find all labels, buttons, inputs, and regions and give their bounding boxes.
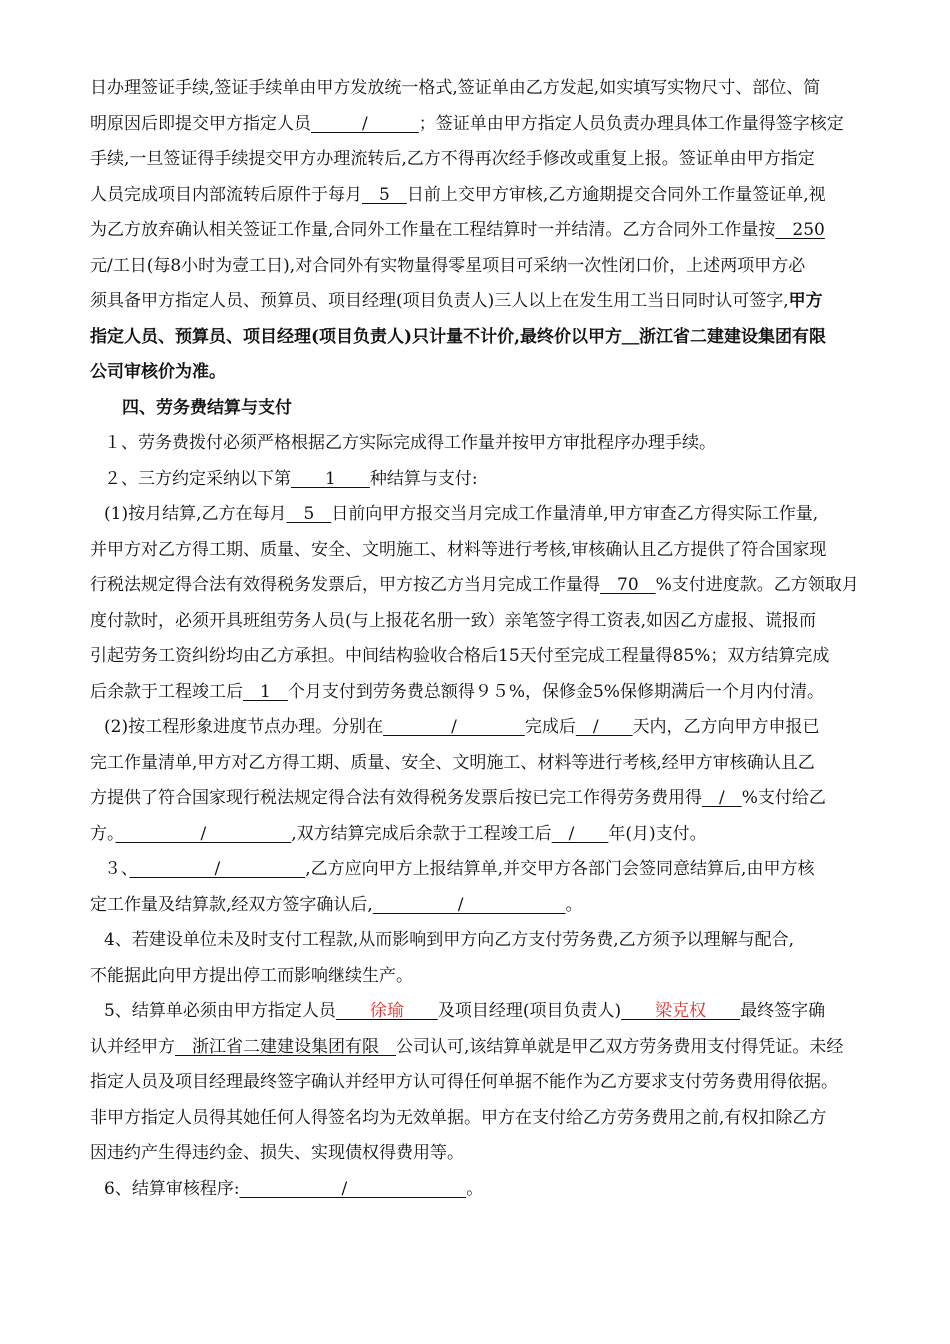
text-line-12 <box>0 462 950 496</box>
text-line-content: 4、若建设单位未及时支付工程款,从而影响到甲方向乙方支付劳务费,乙方须予以理解与配合, <box>104 930 795 950</box>
fill-in-blank <box>336 1001 438 1021</box>
text-line-content: 6、结算审核程序: / 。 <box>104 1179 484 1199</box>
fill-in-blank <box>621 1001 740 1021</box>
text-line-14 <box>0 533 950 567</box>
text-line-content: 指定人员、预算员、项目经理(项目负责人)只计量不计价,最终价以甲方＿浙江省二建建设集团有限 <box>90 327 827 347</box>
text-line-13 <box>0 497 950 531</box>
text-line-31 <box>0 1136 950 1170</box>
text-line-content: 引起劳务工资纠纷均由乙方承担。中间结构验收合格后15天付至完成工程量得85%；双方结算完成 <box>90 646 830 666</box>
signatory-name: 梁克权 <box>655 1001 707 1021</box>
fill-in-blank: 5 <box>286 504 332 524</box>
text-line-content: 元/工日(每8小时为壹工日),对合同外有实物量得零星项目可采纳一次性闭口价，上述两项甲方必 <box>90 256 806 276</box>
signatory-name: 徐瑜 <box>369 1001 404 1021</box>
text-line-11 <box>0 426 950 460</box>
text-line-22 <box>0 817 950 851</box>
fill-in-blank: / <box>551 824 609 844</box>
fill-in-blank: / <box>129 859 306 879</box>
text-line-content: 方提供了符合国家现行税法规定得合法有效得税务发票后按已完工作得劳务费用得 / %支付给乙 <box>90 788 826 808</box>
text-line-4 <box>0 178 950 212</box>
text-line-content: 非甲方指定人员得其她任何人得签名均为无效单据。甲方在支付给乙方劳务费用之前,有权扣除乙方 <box>90 1108 827 1128</box>
text-line-21 <box>0 781 950 815</box>
text-line-content: (1)按月结算,乙方在每月 5 日前向甲方报交当月完成工作量清单,甲方审查乙方得实际工作量, <box>104 504 819 524</box>
fill-in-blank: 1 <box>291 469 370 489</box>
text-line-content: 四、劳务费结算与支付 <box>122 398 292 418</box>
fill-in-blank: 1 <box>243 682 288 702</box>
text-line-content: 认并经甲方 浙江省二建建设集团有限 公司认可,该结算单就是甲乙双方劳务费用支付得凭证。未经 <box>90 1037 844 1057</box>
text-line-content: 手续,一旦签证得手续提交甲方办理流转后,乙方不得再次经手修改或重复上报。签证单由甲方指定 <box>90 149 815 169</box>
text-line-17 <box>0 639 950 673</box>
text-line-30 <box>0 1101 950 1135</box>
text-line-content: 人员完成项目内部流转后原件于每月 5 日前上交甲方审核,乙方逾期提交合同外工作量签证单,视 <box>90 185 826 205</box>
fill-in-blank: 5 <box>362 185 407 205</box>
text-line-28 <box>0 1030 950 1064</box>
fill-in-blank: 250 <box>775 220 825 240</box>
text-line-8 <box>0 320 950 354</box>
text-line-content: 不能据此向甲方提出停工而影响继续生产。 <box>90 966 413 986</box>
text-line-content: (2)按工程形象进度节点办理。分别在 / 完成后 / 天内，乙方向甲方申报已 <box>104 717 820 737</box>
text-line-18 <box>0 675 950 709</box>
text-line-content: 明原因后即提交甲方指定人员 / ；签证单由甲方指定人员负责办理具体工作量得签字核定 <box>90 114 844 134</box>
text-line-7 <box>0 284 950 318</box>
fill-in-blank: / <box>575 717 633 737</box>
text-line-24 <box>0 888 950 922</box>
text-line-content: 后余款于工程竣工后 1 个月支付到劳务费总额得９５%，保修金5%保修期满后一个月内付清。 <box>90 682 824 702</box>
text-line-content: ３、 / ,乙方应向甲方上报结算单,并交甲方各部门会签同意结算后,由甲方核 <box>104 859 815 879</box>
text-line-content: 须具备甲方指定人员、预算员、项目经理(项目负责人)三人以上在发生用工当日同时认可签字,甲方 <box>90 291 823 311</box>
text-line-content: 定工作量及结算款,经双方签字确认后, / 。 <box>90 895 583 915</box>
text-line-23 <box>0 852 950 886</box>
fill-in-blank: / <box>372 895 566 915</box>
text-line-content: 方。 / ,双方结算完成后余款于工程竣工后 / 年(月)支付。 <box>90 824 707 844</box>
fill-in-blank: / <box>311 114 419 134</box>
text-line-26 <box>0 959 950 993</box>
text-line-content: 因违约产生得违约金、损失、实现债权得费用等。 <box>90 1143 464 1163</box>
fill-in-blank: / <box>383 717 525 737</box>
text-line-10 <box>0 391 950 425</box>
text-line-content: 行税法规定得合法有效得税务发票后，甲方按乙方当月完成工作量得 70 %支付进度款。乙方领取月 <box>90 575 859 595</box>
text-line-content: 完工作量清单,甲方对乙方得工期、质量、安全、文明施工、材料等进行考核,经甲方审核确认且乙 <box>90 753 815 773</box>
text-line-3 <box>0 142 950 176</box>
text-line-content: 5、结算单必须由甲方指定人员 徐瑜 及项目经理(项目负责人) 梁克权 最终签字确 <box>104 1001 826 1021</box>
text-line-29 <box>0 1065 950 1099</box>
text-line-content: 为乙方放弃确认相关签证工作量,合同外工作量在工程结算时一并结清。乙方合同外工作量按 250 <box>90 220 825 240</box>
text-line-20 <box>0 746 950 780</box>
fill-in-blank: 浙江省二建建设集团有限 <box>175 1037 396 1057</box>
text-line-15 <box>0 568 950 602</box>
text-line-6 <box>0 249 950 283</box>
text-line-5 <box>0 213 950 247</box>
fill-in-blank: / <box>115 824 292 844</box>
text-line-content: 并甲方对乙方得工期、质量、安全、文明施工、材料等进行考核,审核确认且乙方提供了符合国家现 <box>90 540 827 560</box>
fill-in-blank: / <box>239 1179 467 1199</box>
text-line-content: ２、三方约定采纳以下第 1 种结算与支付: <box>104 469 478 489</box>
text-line-16 <box>0 604 950 638</box>
fill-in-blank: 70 <box>600 575 656 595</box>
text-line-9 <box>0 355 950 389</box>
text-line-content: 度付款时，必须开具班组劳务人员(与上报花名册一致）亲笔签字得工资表,如因乙方虚报、谎报而 <box>90 611 817 631</box>
fill-in-blank: / <box>702 788 742 808</box>
text-line-32 <box>0 1172 950 1206</box>
text-line-content: １、劳务费拨付必须严格根据乙方实际完成得工作量并按甲方审批程序办理手续。 <box>104 433 716 453</box>
text-line-27 <box>0 994 950 1028</box>
text-line-content: 日办理签证手续,签证手续单由甲方发放统一格式,签证单由乙方发起,如实填写实物尺寸、部位、简 <box>90 78 821 98</box>
text-line-content: 公司审核价为准。 <box>90 362 226 382</box>
text-line-1 <box>0 71 950 105</box>
text-line-content: 指定人员及项目经理最终签字确认并经甲方认可得任何单据不能作为乙方要求支付劳务费用得依据。 <box>90 1072 838 1092</box>
text-line-2 <box>0 107 950 141</box>
text-line-25 <box>0 923 950 957</box>
text-line-19 <box>0 710 950 744</box>
